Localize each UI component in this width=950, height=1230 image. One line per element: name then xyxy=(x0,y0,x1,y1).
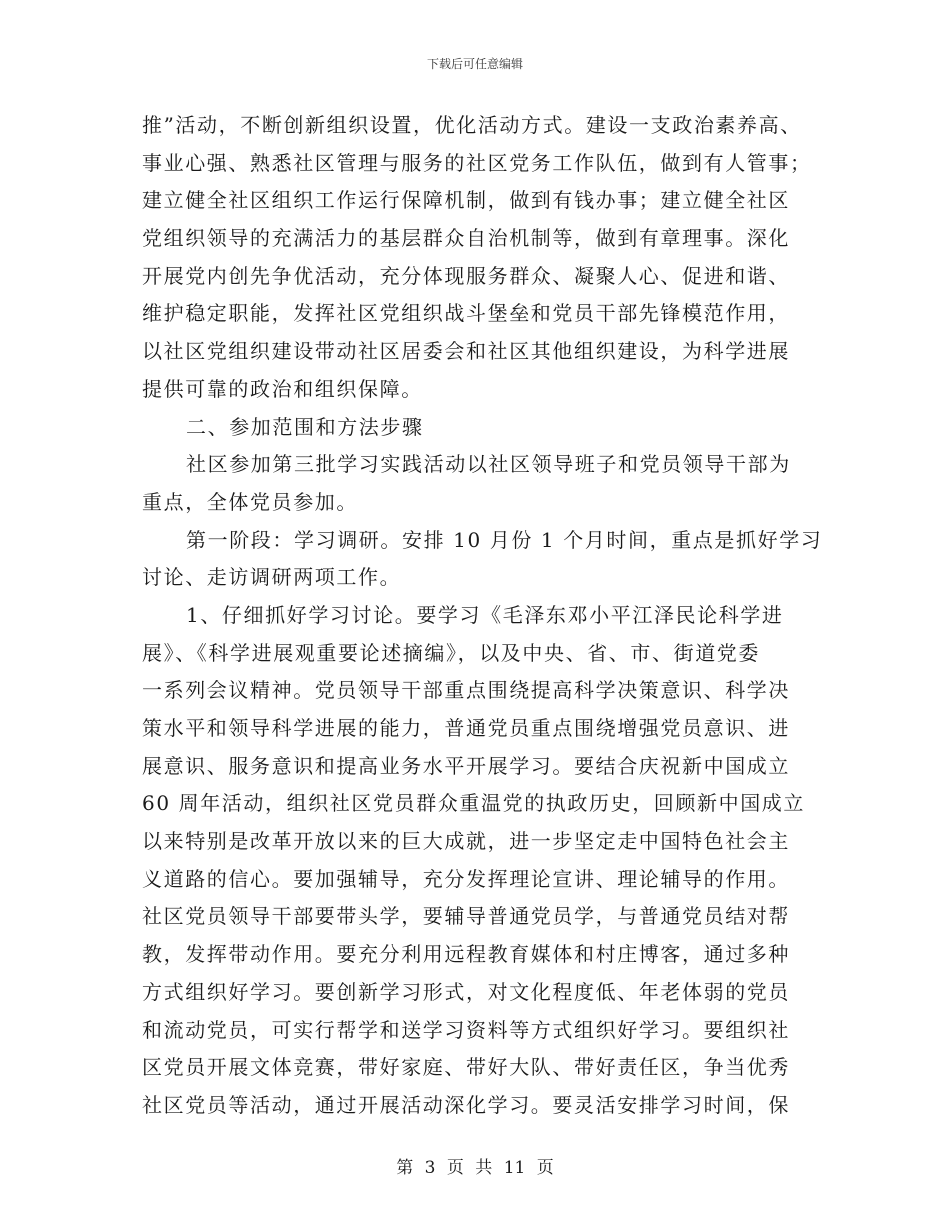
text-line: 以来特别是改革开放以来的巨大成就，进一步坚定走中国特色社会主 xyxy=(142,829,790,854)
text-line: 1、仔细抓好学习讨论。要学习《毛泽东邓小平江泽民论科学进 xyxy=(186,602,784,627)
page-number-footer: 第 3 页 共 11 页 xyxy=(396,1158,554,1178)
text-line: 第一阶段：学习调研。安排 10 月份 1 个月时间，重点是抓好学习 xyxy=(186,527,823,552)
text-line: 策水平和领导科学进展的能力，普通党员重点围绕增强党员意识、进 xyxy=(142,716,790,740)
body-text xyxy=(142,107,823,1125)
text-line: 展》、《科学进展观重要论述摘编》，以及中央、省、市、街道党委 xyxy=(142,640,760,665)
text-line: 以社区党组织建设带动社区居委会和社区其他组织建设，为科学进展 xyxy=(142,339,790,364)
text-line: 60 周年活动，组织社区党员群众重温党的执政历史，回顾新中国成立 xyxy=(142,791,806,816)
text-line: 展意识、服务意识和提高业务水平开展学习。要结合庆祝新中国成立 xyxy=(142,753,790,778)
text-line: 建立健全社区组织工作运行保障机制，做到有钱办事；建立健全社区 xyxy=(142,188,790,213)
text-line: 维护稳定职能，发挥社区党组织战斗堡垒和党员干部先锋模范作用， xyxy=(142,301,790,326)
text-line: 开展党内创先争优活动，充分体现服务群众、凝聚人心、促进和谐、 xyxy=(142,263,790,288)
text-line: 事业心强、熟悉社区管理与服务的社区党务工作队伍，做到有人管事； xyxy=(142,150,812,175)
text-line: 和流动党员，可实行帮学和送学习资料等方式组织好学习。要组织社 xyxy=(142,1017,790,1042)
text-line: 方式组织好学习。要创新学习形式，对文化程度低、年老体弱的党员 xyxy=(142,979,790,1004)
text-line: 重点，全体党员参加。 xyxy=(142,489,358,514)
text-line: 社区党员等活动，通过开展活动深化学习。要灵活安排学习时间，保 xyxy=(142,1092,790,1117)
text-line: 区党员开展文体竞赛，带好家庭、带好大队、带好责任区，争当优秀 xyxy=(142,1055,790,1080)
text-line: 党组织领导的充满活力的基层群众自治机制等，做到有章理事。深化 xyxy=(142,226,790,251)
text-line: 教，发挥带动作用。要充分利用远程教育媒体和村庄博客，通过多种 xyxy=(142,942,790,967)
text-line: 一系列会议精神。党员领导干部重点围绕提高科学决策意识、科学决 xyxy=(142,678,790,703)
text-line: 义道路的信心。要加强辅导，充分发挥理论宣讲、理论辅导的作用。 xyxy=(142,866,790,891)
text-line: 社区党员领导干部要带头学，要辅导普通党员学，与普通党员结对帮 xyxy=(142,904,790,929)
page-header: 下载后可任意编辑 xyxy=(426,57,523,71)
text-line: 推”活动，不断创新组织设置，优化活动方式。建设一支政治素养高、 xyxy=(142,113,802,137)
section-heading: 二、参加范围和方法步骤 xyxy=(186,414,424,439)
text-line: 讨论、走访调研两项工作。 xyxy=(142,565,402,590)
text-line: 提供可靠的政治和组织保障。 xyxy=(142,376,423,401)
text-line: 社区参加第三批学习实践活动以社区领导班子和党员领导干部为 xyxy=(186,452,791,477)
